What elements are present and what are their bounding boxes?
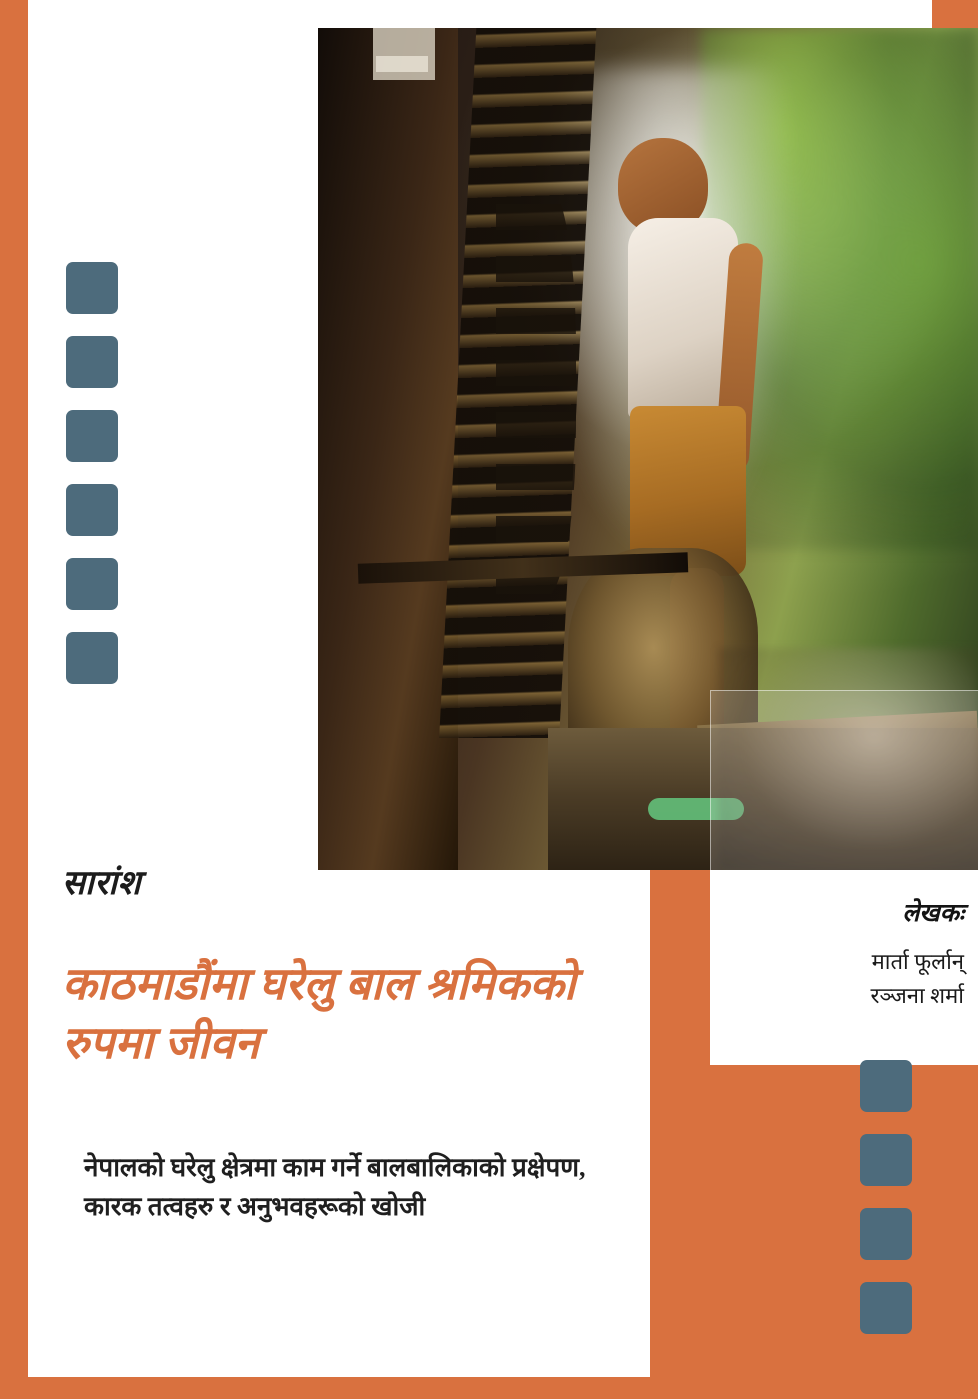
authors-label: लेखकः <box>902 900 964 927</box>
decor-square <box>66 410 118 462</box>
decor-square <box>860 1060 912 1112</box>
decor-square <box>66 262 118 314</box>
page-title: काठमाडौंमा घरेलु बाल श्रमिकको रुपमा जीवन <box>62 959 576 1069</box>
decor-square <box>66 484 118 536</box>
left-orange-strip <box>0 0 28 1399</box>
document-kicker: सारांश <box>62 865 142 902</box>
decor-square <box>66 558 118 610</box>
photo-poster-strip <box>376 56 428 72</box>
photo-temple-post <box>318 28 458 870</box>
bottom-orange-rail <box>0 1377 978 1399</box>
decor-square <box>860 1282 912 1334</box>
decor-square <box>66 632 118 684</box>
page-subtitle: नेपालको घरेलु क्षेत्रमा काम गर्ने बालबालिकाको प्रक्षेपण, कारक तत्वहरु र अनुभवहरूको खोजी <box>84 1153 586 1221</box>
cover-photo <box>318 28 978 870</box>
decor-square <box>860 1134 912 1186</box>
author-name: मार्ता फूर्लान् <box>871 949 964 974</box>
authors-list <box>700 945 964 1013</box>
left-decor-squares <box>66 262 118 706</box>
decor-square <box>66 336 118 388</box>
right-decor-squares <box>860 1060 912 1356</box>
decor-square <box>860 1208 912 1260</box>
author-name: रञ्जना शर्मा <box>870 983 964 1009</box>
photo-poster <box>373 28 435 80</box>
photo-bells <box>496 178 576 598</box>
photo-glass-overlay <box>710 690 978 870</box>
